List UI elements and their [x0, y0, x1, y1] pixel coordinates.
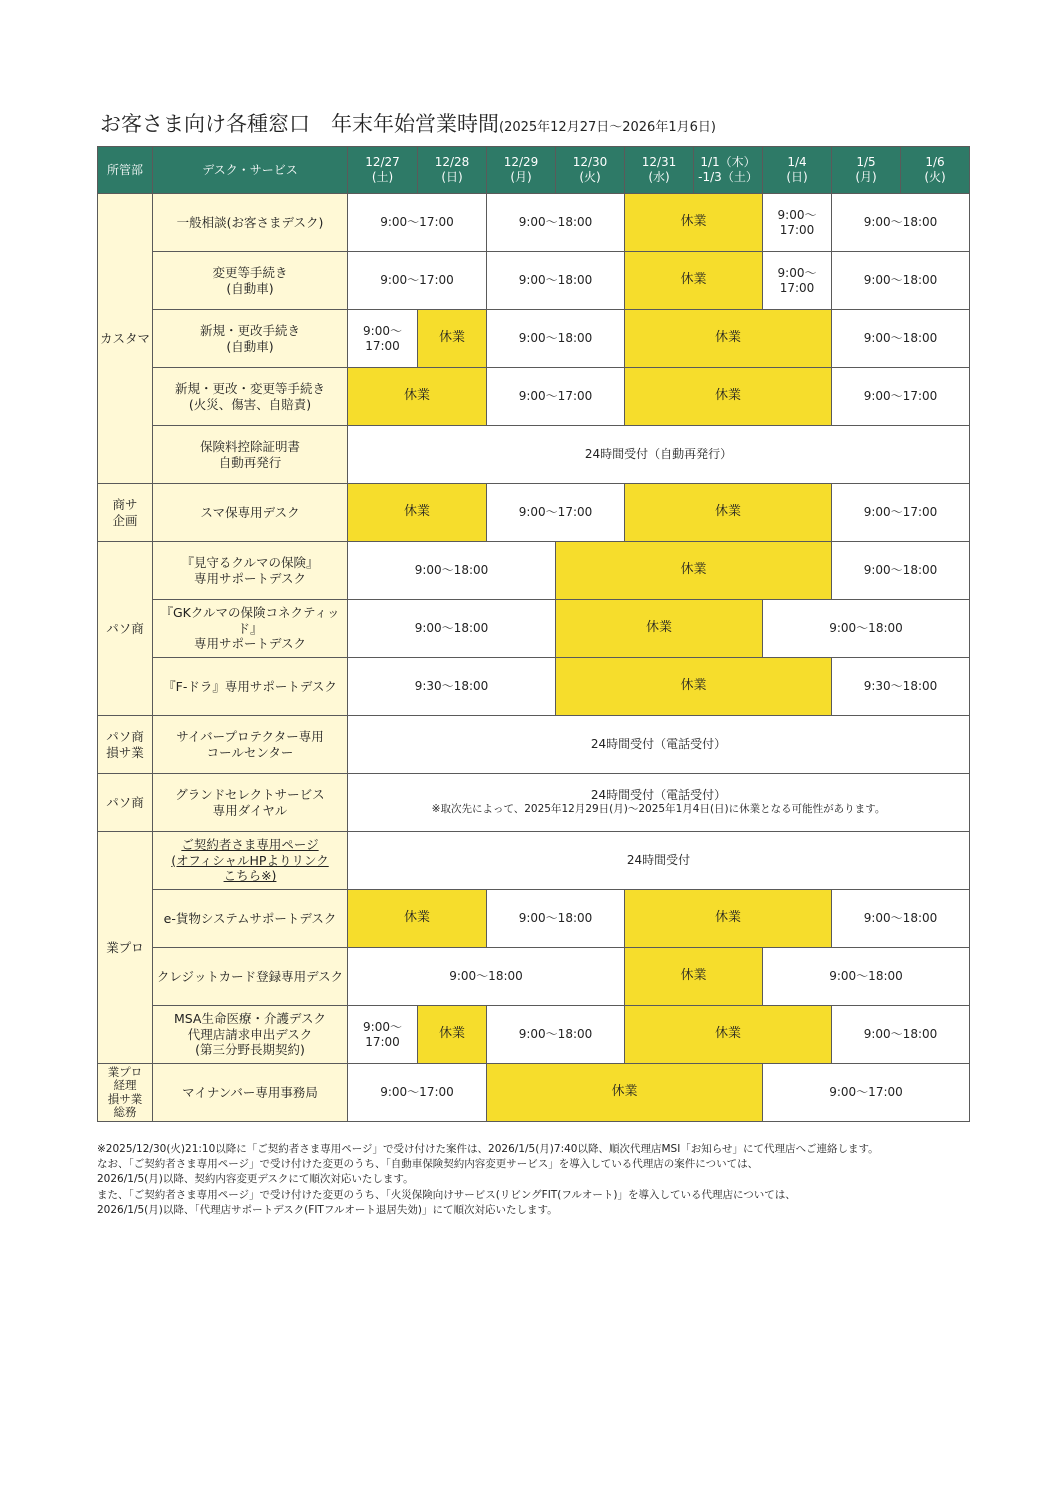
closed-cell: 休業 — [625, 368, 832, 426]
hours-cell: 24時間受付（電話受付） — [348, 716, 970, 774]
service-cell: e-貨物システムサポートデスク — [153, 890, 348, 948]
schedule-table — [97, 146, 970, 1122]
hours-cell: 9:30～18:00 — [832, 658, 970, 716]
closed-cell: 休業 — [348, 484, 487, 542]
table-row — [98, 252, 970, 310]
hours-cell: 9:00～17:00 — [348, 310, 418, 368]
dept-cell: 業プロ — [98, 832, 153, 1064]
service-cell: 『見守るクルマの保険』 専用サポートデスク — [153, 542, 348, 600]
hours-cell: 9:00～18:00 — [348, 542, 556, 600]
closed-cell: 休業 — [625, 890, 832, 948]
footnote-line: 2026/1/5(月)以降、契約内容変更デスクにて順次対応いたします。 — [97, 1173, 414, 1186]
table-row — [98, 658, 970, 716]
dept-cell: パソ商 — [98, 774, 153, 832]
hours-cell: 9:00～17:00 — [487, 368, 625, 426]
hours-cell: 9:00～18:00 — [487, 252, 625, 310]
hours-cell: 9:00～18:00 — [348, 948, 625, 1006]
member-page-link[interactable]: ご契約者さま専用ページ (オフィシャルHPよりリンク こちら※) — [153, 832, 348, 890]
dept-cell: パソ商 — [98, 542, 153, 716]
hours-cell: 9:30～18:00 — [348, 658, 556, 716]
table-row — [98, 1006, 970, 1064]
header-date: 1/1（木） -1/3（土） — [694, 147, 763, 194]
hours-cell: 9:00～18:00 — [348, 600, 556, 658]
closed-cell: 休業 — [556, 600, 763, 658]
hours-cell: 9:00～18:00 — [763, 600, 970, 658]
title-main: お客さま向け各種窓口 年末年始営業時間 — [100, 112, 499, 136]
hours-cell: 9:00～18:00 — [832, 542, 970, 600]
footnote-line: ※2025/12/30(火)21:10以降に「ご契約者さま専用ページ」で受け付けた案件は、2026/1/5(月)7:40以降、順次代理店MSI「お知らせ」にて代理店へご連絡します。 — [97, 1143, 879, 1155]
table-row — [98, 1064, 970, 1122]
closed-cell: 休業 — [625, 310, 832, 368]
header-date: 1/6 (火) — [901, 147, 970, 194]
header-date: 12/28 (日) — [418, 147, 487, 194]
service-cell: クレジットカード登録専用デスク — [153, 948, 348, 1006]
closed-cell: 休業 — [556, 658, 832, 716]
table-row — [98, 774, 970, 832]
table-row — [98, 832, 970, 890]
service-cell: 一般相談(お客さまデスク) — [153, 194, 348, 252]
table-row — [98, 194, 970, 252]
service-cell: グランドセレクトサービス 専用ダイヤル — [153, 774, 348, 832]
hours-cell: 9:00～17:00 — [487, 484, 625, 542]
footnotes — [97, 1142, 977, 1218]
hours-cell: 9:00～18:00 — [832, 310, 970, 368]
hours-cell: 9:00～18:00 — [487, 194, 625, 252]
hours-cell: 24時間受付 — [348, 832, 970, 890]
table-row — [98, 484, 970, 542]
header-dept: 所管部 — [98, 147, 153, 194]
service-cell: マイナンバー専用事務局 — [153, 1064, 348, 1122]
closed-cell: 休業 — [418, 1006, 487, 1064]
header-date: 1/4 (日) — [763, 147, 832, 194]
table-row — [98, 600, 970, 658]
hours-cell: 9:00～18:00 — [487, 890, 625, 948]
closed-cell: 休業 — [625, 1006, 832, 1064]
footnote-line: また、「ご契約者さま専用ページ」で受け付けた変更のうち、「火災保険向けサービス(リビングFIT(フルオート)」を導入している代理店については、 — [97, 1188, 796, 1201]
hours-cell: 9:00～17:00 — [763, 252, 832, 310]
closed-cell: 休業 — [556, 542, 832, 600]
hours-cell: 9:00～18:00 — [487, 310, 625, 368]
service-cell: 変更等手続き (自動車) — [153, 252, 348, 310]
closed-cell: 休業 — [625, 484, 832, 542]
hours-cell: 24時間受付（自動再発行） — [348, 426, 970, 484]
service-cell: 『GKクルマの保険コネクティッド』 専用サポートデスク — [153, 600, 348, 658]
closed-cell: 休業 — [625, 252, 763, 310]
dept-cell: パソ商 損サ業 — [98, 716, 153, 774]
page-title — [100, 108, 716, 138]
service-cell: 『F-ドラ』専用サポートデスク — [153, 658, 348, 716]
service-cell: 新規・更改手続き (自動車) — [153, 310, 348, 368]
hours-cell: 9:00～17:00 — [832, 368, 970, 426]
dept-cell: 商サ 企画 — [98, 484, 153, 542]
service-cell: サイバープロテクター専用 コールセンター — [153, 716, 348, 774]
table-row — [98, 948, 970, 1006]
closed-cell: 休業 — [625, 948, 763, 1006]
table-row — [98, 310, 970, 368]
header-date: 12/31 (水) — [625, 147, 694, 194]
hours-cell: 9:00～18:00 — [832, 252, 970, 310]
footnote-line: 2026/1/5(月)以降、「代理店サポートデスク(FITフルオート退居失効)」にて順次対応いたします。 — [97, 1203, 558, 1216]
service-cell: MSA生命医療・介護デスク 代理店請求申出デスク (第三分野長期契約) — [153, 1006, 348, 1064]
hours-cell: 9:00～17:00 — [348, 1064, 487, 1122]
hours-cell: 9:00～18:00 — [832, 1006, 970, 1064]
hours-cell: 9:00～17:00 — [348, 1006, 418, 1064]
cell-note: ※取次先によって、2025年12月29日(月)～2025年1月4日(日)に休業となる可能性があります。 — [431, 803, 886, 816]
hours-cell: 9:00～18:00 — [487, 1006, 625, 1064]
table-row — [98, 542, 970, 600]
table-row — [98, 890, 970, 948]
header-service: デスク・サービス — [153, 147, 348, 194]
closed-cell: 休業 — [418, 310, 487, 368]
header-row — [98, 147, 970, 194]
header-date: 12/29 (月) — [487, 147, 556, 194]
service-cell: 保険料控除証明書 自動再発行 — [153, 426, 348, 484]
closed-cell: 休業 — [348, 368, 487, 426]
hours-cell: 9:00～17:00 — [832, 484, 970, 542]
hours-cell: 24時間受付（電話受付） ※取次先によって、2025年12月29日(月)～2025年1月4日(日)に休業となる可能性があります。 — [348, 774, 970, 832]
service-cell: 新規・更改・変更等手続き (火災、傷害、自賠責) — [153, 368, 348, 426]
hours-cell: 9:00～17:00 — [763, 194, 832, 252]
hours-cell: 9:00～18:00 — [832, 890, 970, 948]
hours-cell: 9:00～17:00 — [763, 1064, 970, 1122]
service-cell: スマ保専用デスク — [153, 484, 348, 542]
dept-cell: カスタマ — [98, 194, 153, 484]
table-row — [98, 716, 970, 774]
header-date: 12/27 (土) — [348, 147, 418, 194]
closed-cell: 休業 — [487, 1064, 763, 1122]
hours-cell: 9:00～17:00 — [348, 252, 487, 310]
closed-cell: 休業 — [348, 890, 487, 948]
table-row — [98, 368, 970, 426]
hours-cell: 9:00～18:00 — [763, 948, 970, 1006]
header-date: 1/5 (月) — [832, 147, 901, 194]
hours-cell: 9:00～18:00 — [832, 194, 970, 252]
table-row — [98, 426, 970, 484]
closed-cell: 休業 — [625, 194, 763, 252]
footnote-line: なお、「ご契約者さま専用ページ」で受け付けた変更のうち、「自動車保険契約内容変更サービス」を導入している代理店の案件については、 — [97, 1158, 759, 1171]
dept-cell: 業プロ 経理 損サ業 総務 — [98, 1064, 153, 1122]
hours-cell: 9:00～17:00 — [348, 194, 487, 252]
title-period: (2025年12月27日～2026年1月6日) — [499, 120, 716, 135]
header-date: 12/30 (火) — [556, 147, 625, 194]
